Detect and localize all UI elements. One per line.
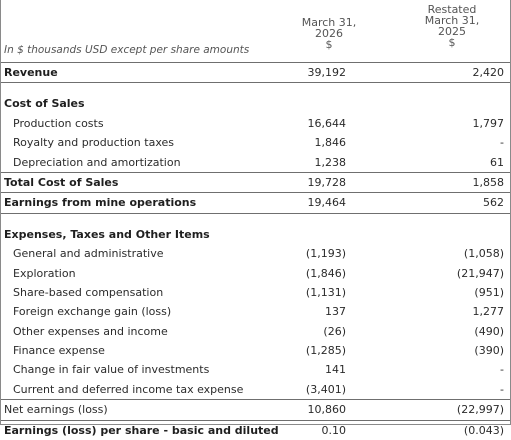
column-header-2025-restated: Restated March 31, 2025 $ [424,3,480,49]
table-row: Share-based compensation (1,131) (951) [13,285,504,299]
table-header [1,0,510,63]
column-header-2026: March 31, 2026 $ [301,16,357,51]
earnings-per-share-row: Earnings (loss) per share - basic and diluted 0.10 (0.043) [4,423,504,437]
table-row: Exploration (1,846) (21,947) [13,266,504,280]
table-row: Change in fair value of investments 141 - [13,363,504,377]
cost-of-sales-heading: Cost of Sales [4,97,85,111]
table-row: General and administrative (1,193) (1,058) [13,247,504,261]
units-note: In $ thousands USD except per share amounts [4,44,250,56]
table-row: Depreciation and amortization 1,238 61 [1,153,510,173]
net-earnings-row: Net earnings (loss) 10,860 (22,997) [1,400,510,420]
revenue-row: Revenue 39,192 2,420 [1,63,510,83]
table-row: Finance expense (1,285) (390) [13,344,504,358]
table-row: Other expenses and income (26) (490) [13,324,504,338]
table-row: Current and deferred income tax expense (3,401) - [1,380,510,400]
earnings-from-mine-operations-row: Earnings from mine operations 19,464 562 [1,193,510,213]
expenses-heading: Expenses, Taxes and Other Items [4,227,210,241]
table-row: Production costs 16,644 1,797 [13,116,504,130]
total-cost-of-sales-row: Total Cost of Sales 19,728 1,858 [1,173,510,193]
table-row: Foreign exchange gain (loss) 137 1,277 [13,305,504,319]
table-row: Royalty and production taxes 1,846 - [13,136,504,150]
